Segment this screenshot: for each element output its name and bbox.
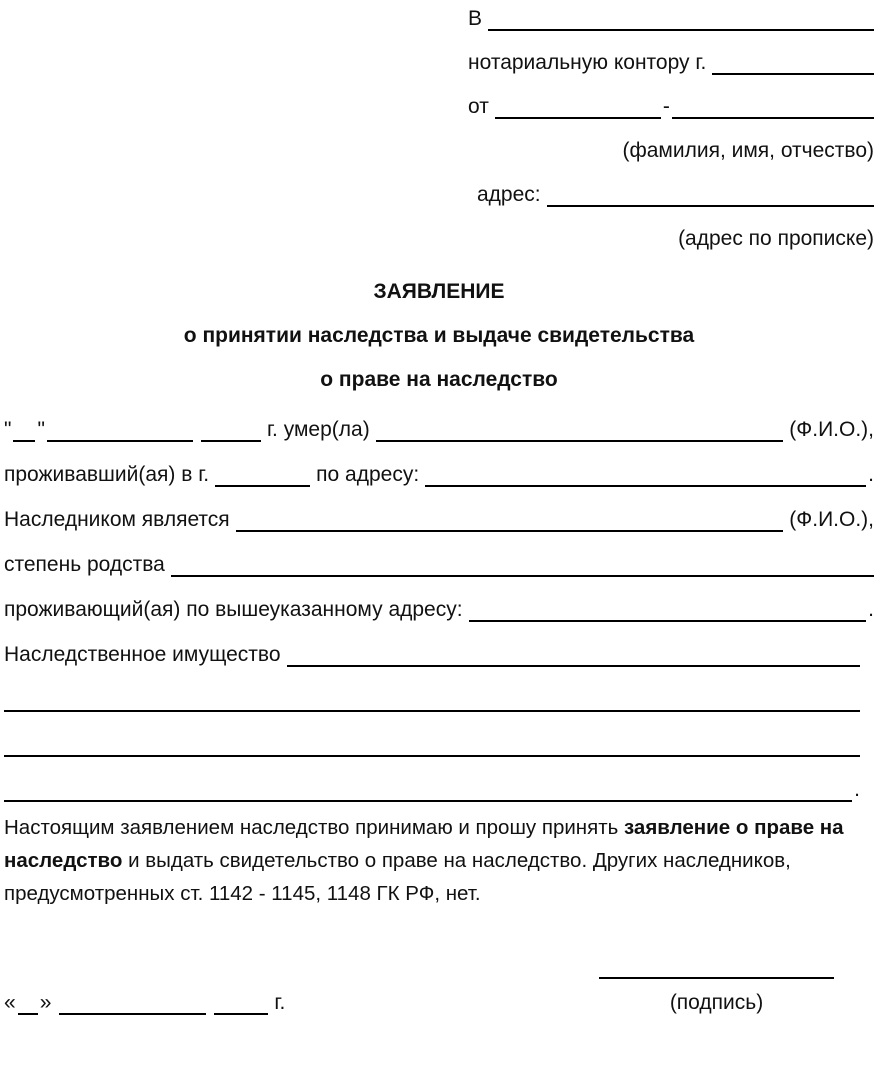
recipient-to-line [468, 0, 874, 32]
signature-hint-label: (подпись) [669, 991, 764, 1014]
fio-hint-label: (фамилия, имя, отчество) [622, 139, 874, 162]
death-month-blank [47, 440, 193, 442]
statement-line1-bold: заявление о праве на [624, 816, 844, 839]
property-prefix-label: Наследственное имущество [4, 643, 281, 666]
statement-line-3 [4, 877, 874, 910]
notary-office-line [468, 32, 874, 76]
statement-line-1 [4, 811, 874, 844]
property-line [4, 623, 874, 668]
residence-city-blank [215, 485, 310, 487]
document-title-block [4, 266, 874, 398]
signature-blank [599, 977, 834, 979]
heir-residence-blank [469, 620, 867, 622]
property-extra-line-2 [4, 713, 874, 758]
property-blank-3 [4, 755, 860, 757]
date-day-blank [18, 1013, 38, 1015]
residence-address-blank [425, 485, 866, 487]
statement-line3-text: предусмотренных ст. 1142 - 1145, 1148 ГК РФ, нет. [4, 882, 481, 905]
document-subtitle-1: о принятии наследства и выдаче свидетельства [183, 324, 695, 347]
kinship-line [4, 533, 874, 578]
statement-line1-text: Настоящим заявлением наследство принимаю и прошу принять [4, 816, 624, 839]
fio-hint-line [468, 120, 874, 164]
applicant-from-line [468, 76, 874, 120]
heir-line [4, 488, 874, 533]
notary-office-label: нотариальную контору г. [468, 51, 707, 74]
acceptance-statement [4, 811, 874, 910]
guillemet-open: « [4, 991, 16, 1014]
death-date-line [4, 398, 874, 443]
fio-suffix-1: (Ф.И.О.), [789, 418, 874, 441]
address-prefix-label: адрес: [477, 183, 541, 206]
applicant-name-blank [495, 117, 661, 119]
year-suffix-label: г. [274, 991, 286, 1014]
statement-line2-bold: наследство [4, 849, 123, 872]
signature-block [599, 952, 834, 1016]
address-hint-label: (адрес по прописке) [678, 227, 874, 250]
date-line [4, 988, 285, 1016]
residence-prefix-label: проживавший(ая) в г. [4, 463, 210, 486]
statement-line2-text: и выдать свидетельство о праве на наследство. Других наследников, [122, 849, 791, 872]
kinship-blank [171, 575, 874, 577]
property-blank-2 [4, 710, 860, 712]
address-hint-line [468, 208, 874, 252]
death-day-blank [13, 440, 35, 442]
residence-address-label: по адресу: [316, 463, 420, 486]
heir-prefix-label: Наследником является [4, 508, 230, 531]
residence-period: . [868, 463, 874, 486]
to-prefix-label: В [468, 7, 483, 30]
died-label: г. умер(ла) [266, 418, 370, 441]
property-end-period: . [854, 778, 860, 801]
quote-open: " [4, 418, 12, 441]
address-blank [547, 205, 874, 207]
notary-city-blank [712, 73, 874, 75]
date-month-blank [59, 1013, 206, 1015]
address-line [468, 164, 874, 208]
property-blank-1 [287, 665, 860, 667]
document-body [4, 398, 874, 803]
deceased-residence-line [4, 443, 874, 488]
recipient-header [468, 0, 874, 252]
document-footer [4, 952, 874, 1016]
notary-name-blank [488, 29, 874, 31]
from-prefix-label: от [468, 95, 489, 118]
property-extra-line-1 [4, 668, 874, 713]
guillemet-close: » [39, 991, 52, 1014]
heir-fio-blank [236, 530, 784, 532]
kinship-prefix-label: степень родства [4, 553, 165, 576]
heir-residence-prefix-label: проживающий(ая) по вышеуказанному адресу: [4, 598, 463, 621]
signature-line [599, 952, 834, 980]
document-title: ЗАЯВЛЕНИЕ [373, 280, 505, 303]
from-separator: - [662, 95, 670, 118]
heir-residence-period: . [868, 598, 874, 621]
property-extra-line-3 [4, 758, 874, 803]
statement-line-2 [4, 844, 874, 877]
fio-suffix-2: (Ф.И.О.), [789, 508, 874, 531]
applicant-name-blank-2 [672, 117, 874, 119]
death-year-blank [201, 440, 261, 442]
property-blank-4 [4, 800, 852, 802]
deceased-fio-blank [376, 440, 784, 442]
date-year-blank [214, 1013, 268, 1015]
document-subtitle-2: о праве на наследство [320, 368, 558, 391]
heir-residence-line [4, 578, 874, 623]
quote-close: " [37, 418, 45, 441]
